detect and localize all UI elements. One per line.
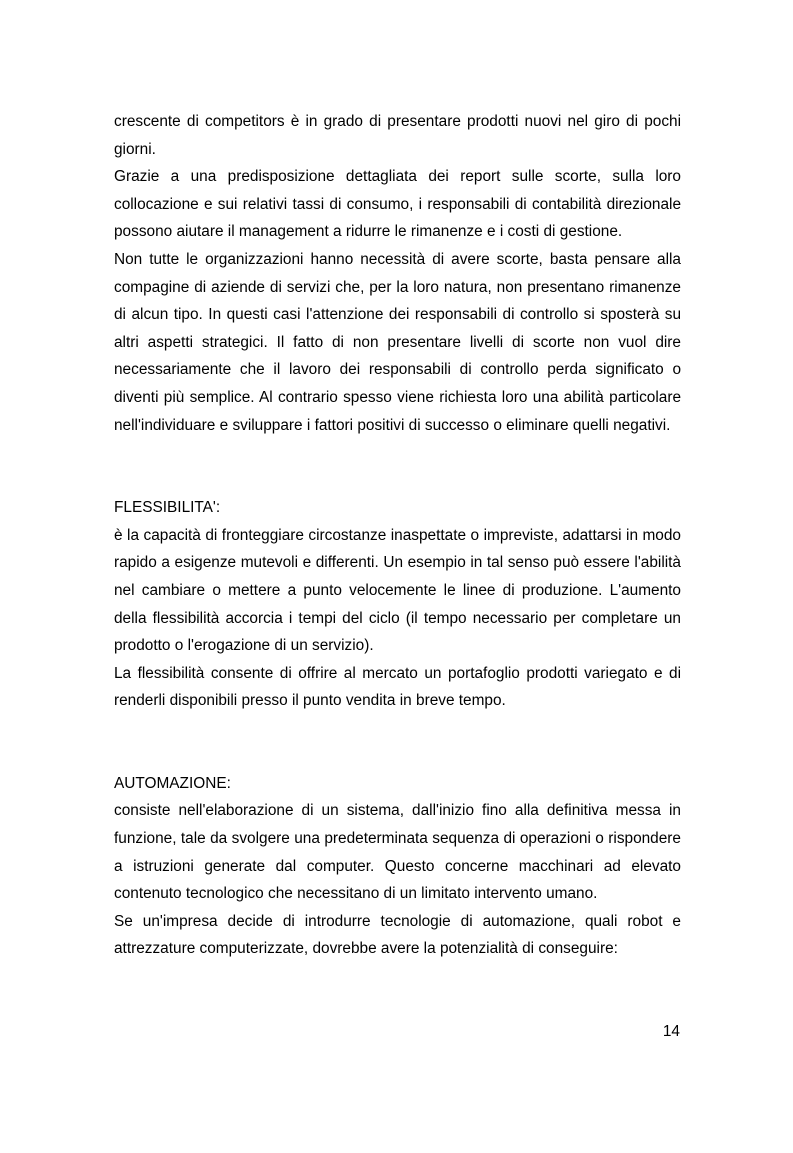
paragraph-flessibilita-2: La flessibilità consente di offrire al mercato un portafoglio prodotti variegato e di renderli disponibili presso il punto vendita in breve tempo. [114,664,681,710]
paragraph-automazione-2: Se un'impresa decide di introdurre tecnologie di automazione, quali robot e attrezzature computerizzate, dovrebbe avere la potenzialità di conseguire: [114,912,681,958]
section-heading-automazione: AUTOMAZIONE: [114,774,231,792]
section-heading-flessibilita: FLESSIBILITA': [114,499,221,517]
paragraph-intro-3: Non tutte le organizzazioni hanno necessità di avere scorte, basta pensare alla compagine di aziende di servizi che, per la loro natura, non presentano rimanenze di alcun tipo. In questi casi l'attenzione dei responsabili di controllo si sposterà su altri aspetti strategici. Il fatto di non presentare livelli di scorte non vuol dire necessariamente che il lavoro dei responsabili di controllo perda significato o diventi più semplice. Al contrario spesso viene richiesta loro una abilità particolare nell'individuare e sviluppare i fattori positivi di successo o eliminare quelli negativi. [114,250,681,434]
document-page [114,108,681,963]
paragraph-intro-2: Grazie a una predisposizione dettagliata dei report sulle scorte, sulla loro collocazione e sui relativi tassi di consumo, i responsabili di contabilità direzionale possono aiutare il management a ridurre le rimanenze e i costi di gestione. [114,168,681,241]
paragraph-intro-1: crescente di competitors è in grado di presentare prodotti nuovi nel giro di pochi giorni. [114,113,681,158]
section-spacer [114,439,681,494]
paragraph-automazione-1: consiste nell'elaborazione di un sistema, dall'inizio fino alla definitiva messa in funzione, tale da svolgere una predeterminata sequenza di operazioni o rispondere a istruzioni generate dal computer. Questo concerne macchinari ad elevato contenuto tecnologico che necessitano di un limitato intervento umano. [114,802,681,903]
page-number: 14 [662,1023,680,1040]
section-spacer [114,715,681,770]
paragraph-flessibilita-1: è la capacità di fronteggiare circostanze inaspettate o impreviste, adattarsi in modo rapido a esigenze mutevoli e differenti. Un esempio in tal senso può essere l'abilità nel cambiare o mettere a punto velocemente le linee di produzione. L'aumento della flessibilità accorcia i tempi del ciclo (il tempo necessario per completare un prodotto o l'erogazione di un servizio). [114,526,681,655]
